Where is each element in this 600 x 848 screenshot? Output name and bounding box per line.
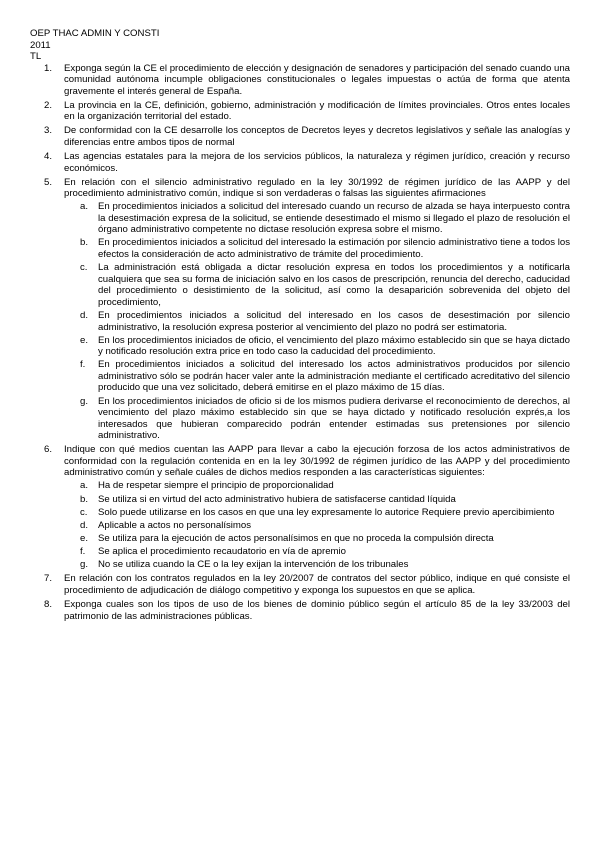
question-7 [30, 573, 570, 596]
question-4 [30, 151, 570, 174]
subitem-text: La administración está obligada a dictar resolución expresa en todos los procedimientos y a notificarla cualquiera que sea su forma de iniciación salvo en los casos de prescripción, renuncia del derecho, caducidad del procedimiento o desistimiento de la solicitud, así como la desaparición sobrevenida del objeto del procedimiento, [98, 262, 570, 308]
subitem-letter: c. [80, 506, 88, 518]
subitem-text: En procedimientos iniciados a solicitud del interesado la estimación por silencio administrativo tiene a todos los efectos la consideración de acto administrativo de trámite del procedimiento. [98, 237, 570, 261]
subitem-5c [64, 262, 570, 308]
subitem-6d [64, 520, 570, 532]
subitem-text: Ha de respetar siempre el principio de proporcionalidad [98, 480, 334, 492]
question-text: Exponga según la CE el procedimiento de elección y designación de senadores y participación del senado cuando una comunidad autónoma incumple obligaciones constitucionales o legales impuestas o actúa de forma que atenta gravemente el interés general de España. [64, 62, 570, 97]
subitem-5g [64, 396, 570, 442]
subitem-6b [64, 494, 570, 506]
subitem-text: Solo puede utilizarse en los casos en que una ley expresamente lo autorice Requiere previo apercibimiento [98, 506, 555, 518]
subitem-letter: c. [80, 262, 88, 274]
subitem-6e [64, 533, 570, 545]
question-number: 4. [44, 150, 53, 162]
subitem-6f [64, 546, 570, 558]
subitem-text: Se utiliza para la ejecución de actos personalísimos en que no proceda la compulsión directa [98, 533, 494, 545]
question-text: En relación con los contratos regulados en la ley 20/2007 de contratos del sector público, indique en qué consiste el procedimiento de adjudicación de diálogo competitivo y exponga los supuestos en que se aplica. [64, 573, 570, 596]
question-text: Indique con qué medios cuentan las AAPP para llevar a cabo la ejecución forzosa de los actos administrativos de conformidad con la regulación contenida en en la ley 30/1992 de régimen jurídico de las AAPP y del procedimiento administrativo común y señale cuáles de dichos medios responden a las características siguientes: [64, 444, 570, 479]
subitem-letter: f. [80, 546, 86, 558]
question-text: La provincia en la CE, definición, gobierno, administración y modificación de límites provinciales. Otros entes locales en la organización territorial del estado. [64, 99, 570, 123]
subitem-text: En procedimientos iniciados a solicitud del interesado cuando un recurso de alzada se haya interpuesto contra la desestimación expresa de la solicitud, se entiende desestimado el mismo si llegado el plazo de resolución el órgano administrativo competente no dictase resolución expresa sobre el mismo. [98, 201, 570, 236]
subitem-5e [64, 335, 570, 358]
subitem-letter: b. [80, 237, 89, 249]
subitem-letter: b. [80, 493, 89, 505]
question-text: Exponga cuales son los tipos de uso de los bienes de dominio público según el artículo 85 de la ley 33/2003 del patrimonio de las administraciones públicas. [64, 598, 570, 622]
subitem-text: Aplicable a actos no personalísimos [98, 519, 252, 531]
subitem-6g [64, 559, 570, 571]
subitem-list [64, 201, 570, 442]
subitem-text: En los procedimientos iniciados de oficio, el vencimiento del plazo máximo establecido sin que se haya dictado y notificado resolución extra price en todo caso la caducidad del procedimiento. [98, 334, 570, 358]
header-line-title: OEP THAC ADMIN Y CONSTI [30, 28, 160, 39]
document-page [30, 28, 570, 625]
subitem-text: En procedimientos iniciados a solicitud del interesado los actos administrativos producidos por silencio administrativo sólo se podrán hacer valer ante la administración mediante el certificado acreditativo del silencio producido que una vez solicitado, deberá emitirse en el plazo máximo de 15 días. [98, 359, 570, 394]
question-list [30, 63, 570, 622]
question-2 [30, 100, 570, 123]
subitem-list [64, 480, 570, 570]
question-number: 3. [44, 125, 53, 137]
subitem-letter: d. [80, 309, 89, 321]
header-line-code: TL [30, 51, 42, 63]
subitem-letter: d. [80, 519, 89, 531]
question-text: Las agencias estatales para la mejora de los servicios públicos, la naturaleza y régimen jurídico, creación y recurso económicos. [64, 150, 570, 174]
question-text: De conformidad con la CE desarrolle los conceptos de Decretos leyes y decretos legislativos y señale las analogías y diferencias entre ambos tipos de normal [64, 125, 570, 148]
question-6 [30, 444, 570, 571]
subitem-text: En procedimientos iniciados a solicitud del interesado en los casos de desestimación por silencio administrativo, la resolución expresa posterior al vencimiento del plazo no podrá ser estimatoria. [98, 309, 570, 333]
question-number: 2. [44, 99, 53, 111]
subitem-text: Se aplica el procedimiento recaudatorio en vía de apremio [98, 546, 346, 558]
subitem-text: En los procedimientos iniciados de oficio si de los mismos pudiera derivarse el reconocimiento de derechos, al vencimiento del plazo máximo establecido sin que se haya dictado y notificado resolución exprés,a los interesados que hubieran comparecido podrán entender estimadas sus pretensiones por silencio administrativo. [98, 395, 570, 442]
subitem-letter: g. [80, 395, 89, 407]
subitem-5a [64, 201, 570, 236]
subitem-text: Se utiliza si en virtud del acto administrativo hubiera de satisfacerse cantidad líquida [98, 493, 456, 505]
header-line-year: 2011 [30, 39, 51, 51]
question-3 [30, 125, 570, 148]
subitem-letter: e. [80, 533, 89, 545]
subitem-5f [64, 359, 570, 394]
subitem-letter: a. [80, 201, 89, 213]
subitem-letter: a. [80, 480, 89, 492]
subitem-5b [64, 237, 570, 260]
question-1 [30, 63, 570, 98]
question-number: 6. [44, 444, 53, 456]
question-number: 5. [44, 176, 53, 188]
subitem-letter: f. [80, 359, 86, 371]
subitem-6c [64, 507, 570, 519]
subitem-5d [64, 310, 570, 333]
subitem-letter: g. [80, 559, 89, 571]
subitem-text: No se utiliza cuando la CE o la ley exijan la intervención de los tribunales [98, 559, 409, 571]
question-5 [30, 177, 570, 442]
subitem-6a [64, 480, 570, 492]
question-8 [30, 599, 570, 622]
question-number: 7. [44, 573, 53, 585]
subitem-letter: e. [80, 334, 89, 346]
question-number: 8. [44, 598, 53, 610]
question-number: 1. [44, 62, 53, 74]
question-text: En relación con el silencio administrativo regulado en la ley 30/1992 de régimen jurídico de las AAPP y del procedimiento administrativo común, indique si son verdaderas o falsas las siguientes afirmaciones [64, 176, 570, 200]
